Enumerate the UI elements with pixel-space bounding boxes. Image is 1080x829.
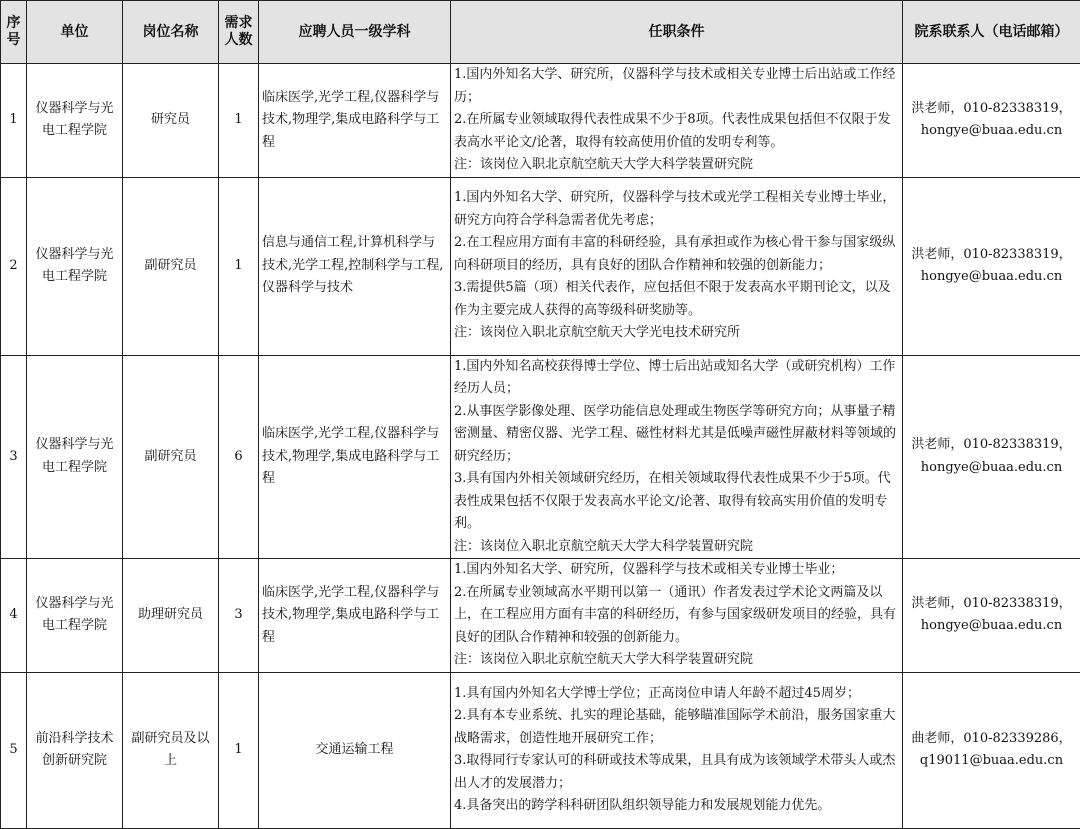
contact-name-phone: 洪老师，010-82338319， bbox=[906, 98, 1077, 121]
cell-count: 1 bbox=[219, 64, 259, 178]
cell-unit: 仪器科学与光电工程学院 bbox=[27, 559, 123, 673]
table-row bbox=[1, 177, 1080, 355]
cell-no: 1 bbox=[1, 64, 27, 178]
cell-contact bbox=[903, 64, 1080, 178]
header-unit: 单位 bbox=[27, 1, 123, 64]
contact-name-phone: 洪老师，010-82338319， bbox=[906, 244, 1077, 267]
requirement-note: 注：该岗位入职北京航空航天大学大科学装置研究院 bbox=[454, 536, 899, 559]
cell-position: 副研究员 bbox=[123, 355, 219, 559]
cell-position: 研究员 bbox=[123, 64, 219, 178]
contact-name-phone: 洪老师，010-82338319， bbox=[906, 593, 1077, 616]
cell-contact bbox=[903, 177, 1080, 355]
cell-count: 1 bbox=[219, 177, 259, 355]
cell-contact bbox=[903, 672, 1080, 828]
table-row bbox=[1, 559, 1080, 673]
cell-count: 1 bbox=[219, 672, 259, 828]
cell-no: 5 bbox=[1, 672, 27, 828]
cell-position: 助理研究员 bbox=[123, 559, 219, 673]
cell-requirements bbox=[451, 355, 903, 559]
cell-unit: 仪器科学与光电工程学院 bbox=[27, 64, 123, 178]
cell-unit: 仪器科学与光电工程学院 bbox=[27, 355, 123, 559]
requirement-line: 1.具有国内外知名大学博士学位；正高岗位申请人年龄不超过45周岁； bbox=[454, 683, 899, 706]
cell-subject: 交通运输工程 bbox=[259, 672, 451, 828]
header-row bbox=[1, 1, 1080, 64]
contact-name-phone: 洪老师，010-82338319， bbox=[906, 434, 1077, 457]
requirement-line: 2.从事医学影像处理、医学功能信息处理或生物医学等研究方向；从事量子精密测量、精密仪器、光学工程、磁性材料尤其是低噪声磁性屏蔽材料等领域的研究经历； bbox=[454, 401, 899, 469]
contact-email: hongye@buaa.edu.cn bbox=[906, 615, 1077, 638]
cell-no: 2 bbox=[1, 177, 27, 355]
table-row bbox=[1, 672, 1080, 828]
header-no: 序号 bbox=[1, 1, 27, 64]
contact-name-phone: 曲老师，010-82339286， bbox=[906, 728, 1077, 751]
cell-unit: 仪器科学与光电工程学院 bbox=[27, 177, 123, 355]
cell-position: 副研究员 bbox=[123, 177, 219, 355]
requirement-line: 1.国内外知名大学、研究所，仪器科学与技术或相关专业博士后出站或工作经历； bbox=[454, 64, 899, 109]
contact-email: hongye@buaa.edu.cn bbox=[906, 266, 1077, 289]
contact-email: hongye@buaa.edu.cn bbox=[906, 457, 1077, 480]
cell-subject: 临床医学,光学工程,仪器科学与技术,物理学,集成电路科学与工程 bbox=[259, 355, 451, 559]
requirement-note: 注：该岗位入职北京航空航天大学大科学装置研究院 bbox=[454, 154, 899, 177]
cell-subject: 信息与通信工程,计算机科学与技术,光学工程,控制科学与工程,仪器科学与技术 bbox=[259, 177, 451, 355]
requirement-line: 2.在所属专业领域取得代表性成果不少于8项。代表性成果包括但不仅限于发表高水平论文/论著，取得有较高使用价值的发明专利等。 bbox=[454, 109, 899, 154]
cell-count: 3 bbox=[219, 559, 259, 673]
cell-count: 6 bbox=[219, 355, 259, 559]
requirement-line: 2.具有本专业系统、扎实的理论基础，能够瞄准国际学术前沿，服务国家重大战略需求，创造性地开展研究工作； bbox=[454, 705, 899, 750]
requirement-line: 2.在所属专业领域高水平期刊以第一（通讯）作者发表过学术论文两篇及以上，在工程应用方面有丰富的科研经历，有参与国家级研发项目的经验，具有良好的团队合作精神和较强的创新能力。 bbox=[454, 582, 899, 650]
header-requirements: 任职条件 bbox=[451, 1, 903, 64]
table-row bbox=[1, 355, 1080, 559]
cell-subject: 临床医学,光学工程,仪器科学与技术,物理学,集成电路科学与工程 bbox=[259, 559, 451, 673]
cell-requirements bbox=[451, 559, 903, 673]
contact-email: hongye@buaa.edu.cn bbox=[906, 120, 1077, 143]
header-count: 需求人数 bbox=[219, 1, 259, 64]
requirement-line: 1.国内外知名高校获得博士学位、博士后出站或知名大学（或研究机构）工作经历人员； bbox=[454, 356, 899, 401]
requirement-line: 3.需提供5篇（项）相关代表作，应包括但不限于发表高水平期刊论文，以及作为主要完成人获得的高等级科研奖励等。 bbox=[454, 277, 899, 322]
requirement-line: 1.国内外知名大学、研究所，仪器科学与技术或相关专业博士毕业； bbox=[454, 559, 899, 582]
cell-requirements bbox=[451, 177, 903, 355]
header-subject: 应聘人员一级学科 bbox=[259, 1, 451, 64]
requirement-line: 3.具有国内外相关领域研究经历，在相关领域取得代表性成果不少于5项。代表性成果包括不仅限于发表高水平论文/论著、取得有较高实用价值的发明专利。 bbox=[454, 468, 899, 536]
requirement-note: 注：该岗位入职北京航空航天大学光电技术研究所 bbox=[454, 322, 899, 345]
cell-contact bbox=[903, 559, 1080, 673]
requirement-line: 4.具备突出的跨学科科研团队组织领导能力和发展规划能力优先。 bbox=[454, 795, 899, 818]
cell-subject: 临床医学,光学工程,仪器科学与技术,物理学,集成电路科学与工程 bbox=[259, 64, 451, 178]
cell-contact bbox=[903, 355, 1080, 559]
contact-email: q19011@buaa.edu.cn bbox=[906, 750, 1077, 773]
cell-requirements bbox=[451, 64, 903, 178]
requirement-line: 2.在工程应用方面有丰富的科研经验，具有承担或作为核心骨干参与国家级纵向科研项目的经历，具有良好的团队合作精神和较强的创新能力； bbox=[454, 232, 899, 277]
table-row bbox=[1, 64, 1080, 178]
requirement-note: 注：该岗位入职北京航空航天大学大科学装置研究院 bbox=[454, 649, 899, 672]
cell-no: 3 bbox=[1, 355, 27, 559]
requirement-line: 3.取得同行专家认可的科研或技术等成果，且具有成为该领域学术带头人或杰出人才的发展潜力； bbox=[454, 750, 899, 795]
header-position: 岗位名称 bbox=[123, 1, 219, 64]
cell-requirements bbox=[451, 672, 903, 828]
cell-position: 副研究员及以上 bbox=[123, 672, 219, 828]
requirement-line: 1.国内外知名大学、研究所，仪器科学与技术或光学工程相关专业博士毕业，研究方向符合学科急需者优先考虑； bbox=[454, 187, 899, 232]
header-contact: 院系联系人（电话邮箱） bbox=[903, 1, 1080, 64]
cell-unit: 前沿科学技术创新研究院 bbox=[27, 672, 123, 828]
cell-no: 4 bbox=[1, 559, 27, 673]
